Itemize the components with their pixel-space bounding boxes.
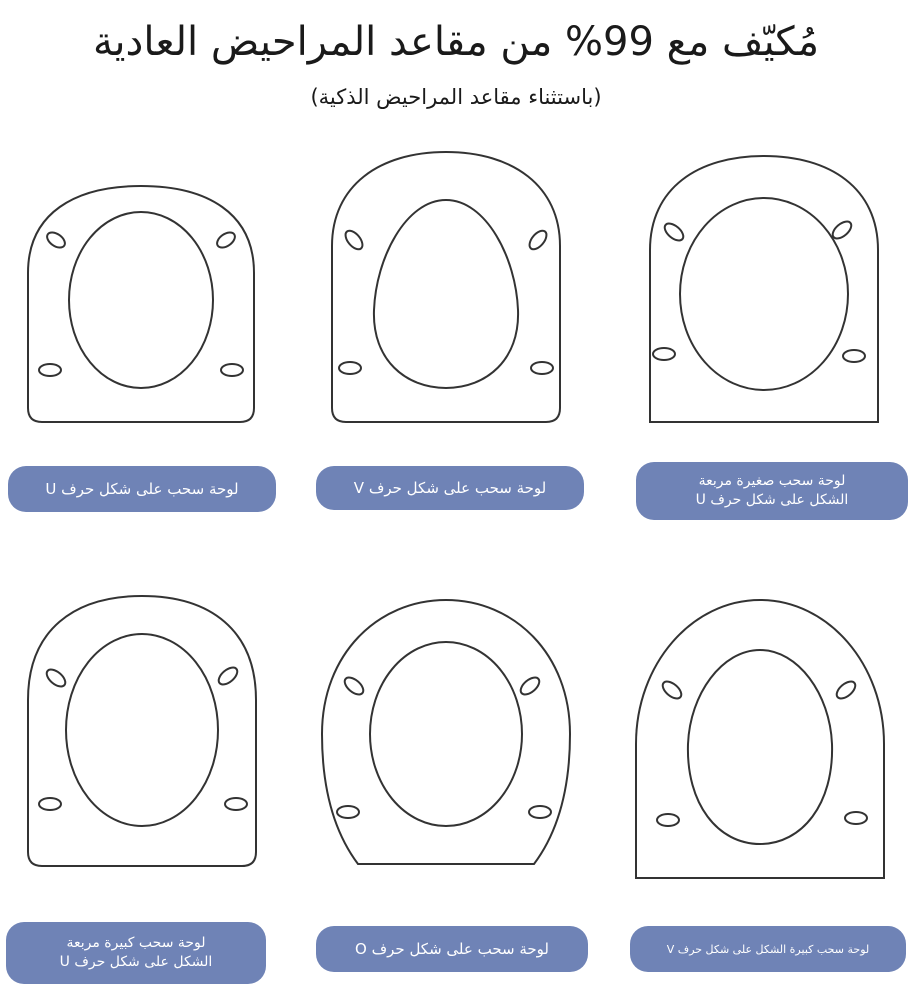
page-title: مُكيّف مع 99% من مقاعد المراحيض العادية bbox=[92, 19, 820, 65]
seat-diagram-large-square-u bbox=[22, 590, 262, 872]
seat-diagram-u bbox=[20, 178, 262, 428]
label-large-v: لوحة سحب كبيرة الشكل على شكل حرف V bbox=[630, 926, 906, 972]
seat-diagram-o bbox=[318, 594, 574, 874]
page-subtitle: (باستثناء مقاعد المراحيض الذكية) bbox=[310, 85, 602, 109]
label-small-square-u: لوحة سحب صغيرة مربعة الشكل على شكل حرف U bbox=[636, 462, 908, 520]
label-v-shaped: لوحة سحب على شكل حرف V bbox=[316, 466, 584, 510]
seat-diagram-v bbox=[324, 146, 568, 428]
label-u-shaped: لوحة سحب على شكل حرف U bbox=[8, 466, 276, 512]
seat-diagram-large-v bbox=[632, 594, 888, 884]
label-o-shaped: لوحة سحب على شكل حرف O bbox=[316, 926, 588, 972]
seat-diagram-small-square-u bbox=[644, 150, 884, 428]
label-large-square-u: لوحة سحب كبيرة مربعة الشكل على شكل حرف U bbox=[6, 922, 266, 984]
